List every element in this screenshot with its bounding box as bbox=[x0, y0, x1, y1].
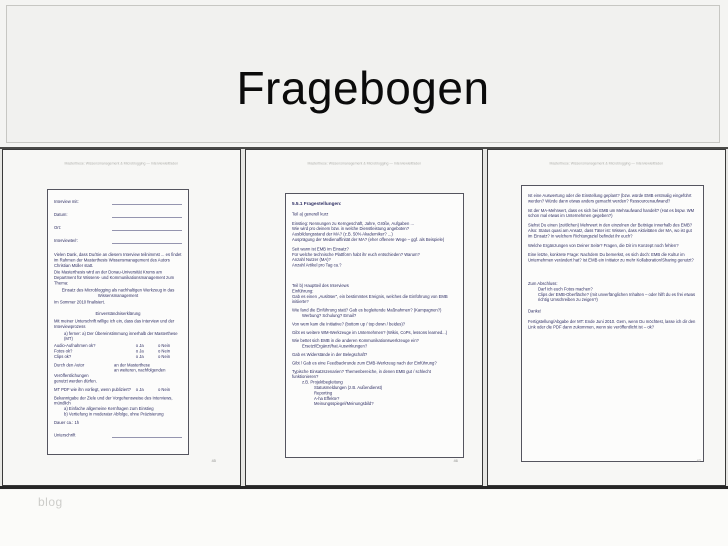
running-header: Masterthese: Wissensmanagement & Microblogging — Interviewleitfaden bbox=[64, 162, 179, 166]
page-line: Zum Abschluss: bbox=[528, 280, 558, 286]
page-line: Eine letzte, konkrete Frage: Nachdem Du bemerkst, es sich doch: EMB die Kultur im Unternehmen verändert hat? Ist EMB ein Initiator zu mehr Kollaboration/Sharing genutzt? bbox=[528, 252, 695, 263]
field-blank-line bbox=[112, 238, 182, 244]
page-line: Für welche technische Plattform habt ihr euch entschieden? Warum? bbox=[291, 251, 420, 257]
no-option: o Nein bbox=[157, 386, 171, 392]
form-field-row bbox=[54, 430, 182, 438]
page-line: Danke! bbox=[528, 308, 542, 314]
page-line: Einsatz des Microblogging als nachhaltigen Werkzeug in das Wissensmanagement bbox=[61, 287, 175, 298]
page-line: Einführung: bbox=[291, 288, 314, 294]
form-field-row bbox=[54, 236, 182, 244]
page-line: Statusmeldungen (z.B. Außendienst) bbox=[313, 384, 382, 390]
page-line: Fertigstellung/Abgabe der MT: Ende Juni 2010. Gern, wenn Du möchtest, lasse ich dir den Link oder die PDF dann zukommen, wenn sie veröffentlicht ist – ok? bbox=[528, 318, 696, 330]
page-number: 46 bbox=[453, 458, 459, 463]
yes-option: o Ja bbox=[135, 343, 144, 349]
page-line: Gab es einen „Auslöser“, ein bestimmtes Ereignis, welches die Einführung von EMB initiierte? bbox=[291, 293, 448, 305]
field-blank-line bbox=[112, 225, 182, 231]
field-label: Interview mit: bbox=[54, 199, 79, 205]
page-line: Welche Ergänzungen von Deiner Seite? Fragen, die Dir im Konzept noch fehlen? bbox=[528, 242, 679, 248]
page-title: Fragebogen bbox=[236, 62, 490, 114]
page-sheet bbox=[286, 194, 463, 457]
page-line: z.B. Projektbegleitung bbox=[301, 379, 343, 385]
page-line: Meinungsspiegel/Meinungsbild? bbox=[313, 401, 374, 407]
page-line: Einverständniserklärung bbox=[95, 311, 141, 317]
column-text: Durch den Autor bbox=[54, 362, 85, 368]
no-option: o Nein bbox=[157, 343, 171, 349]
question-text: Clips ok? bbox=[54, 353, 72, 359]
page-line: Ist eine Auswertung oder die Einstellung geplant? (bzw. würde EMB erstmalig eingeführt werden? Würde dann etwas anders gemacht werden? Ressourcenaufwand? bbox=[528, 193, 692, 204]
page-line: Ausprägung der Medienaffinität der MA? (eher offenere Wege – ggf. als Beispiele) bbox=[291, 236, 444, 242]
blog-watermark: blog bbox=[38, 495, 63, 509]
page-line: Teil b) Hauptteil des Interviews bbox=[291, 282, 349, 288]
page-line: b) Vertiefung in moderater Abfolge, ohne Präzisierung bbox=[64, 411, 164, 417]
page-line: a) ferner: a) Der Übereinstimmung innerhalb der Masterthese (MT) bbox=[64, 330, 178, 342]
field-blank-line bbox=[112, 199, 182, 205]
column-text: an der Masterthese bbox=[114, 362, 151, 368]
page-line: Reporting bbox=[313, 390, 332, 396]
no-option: o Nein bbox=[157, 348, 171, 354]
page-line: Anzahl Artikel pro Tag ca.? bbox=[291, 262, 342, 268]
page-content-frame bbox=[285, 193, 464, 458]
page-line: Bekanntgabe der Ziele und der Vorgehensweise des Interviews, mündlich bbox=[54, 395, 173, 406]
page-line: Ersetzt/Ergänzt/hat Auswirkungen? bbox=[301, 343, 367, 349]
field-blank-line bbox=[112, 212, 182, 218]
running-header: Masterthese: Wissensmanagement & Microblogging — Interviewleitfaden bbox=[549, 162, 664, 166]
blank-line bbox=[292, 268, 457, 283]
page-line: genutzt werden dürfen. bbox=[54, 378, 97, 384]
column-text: an weiteren, nachfolgenden bbox=[114, 367, 166, 373]
page-line: Veröffentlichungen bbox=[54, 373, 89, 379]
page-line: 5.5.1 Fragestellungen: bbox=[291, 200, 342, 206]
page-line: Dauer ca.: 1h bbox=[54, 419, 80, 425]
page-line: Ist der MA-Mehrwert, dass es sich bei EMB um Mehraufwand handelt? (Hat es bspw. WM schon mal etwas im Unternehmen gegeben?) bbox=[528, 207, 695, 219]
page-line: Clips der EMB-Oberfläche? (mit unverfänglichen Inhalten – oder hilft du es frei etwas richtig Umschreiben zu zeigen?) bbox=[538, 291, 696, 303]
yes-no-row bbox=[54, 387, 182, 392]
page-line: Teil a) generell kurz bbox=[291, 211, 328, 217]
page-line: Mit meiner Unterschrift willige ich ein, dass das Interview und der Interviewprozess bbox=[54, 318, 175, 329]
page-line: Die Masterthesis wird an der Donau-Universität Krems am Department für Wissens- und Kommunikationsmanagement zum Thema: bbox=[54, 269, 175, 286]
field-label: Unterschrift bbox=[54, 432, 76, 438]
page-line: Von wem kam die Initiative? (bottom up / top down / beides)? bbox=[291, 321, 405, 327]
page-line: A-ha Effekte? bbox=[313, 395, 339, 401]
page-line: Gab es Widerstände in der Belegschaft? bbox=[291, 351, 367, 357]
page-content-frame bbox=[47, 189, 189, 455]
form-field-row bbox=[54, 197, 182, 205]
blank-line bbox=[528, 263, 697, 281]
field-label: Datum: bbox=[54, 212, 68, 218]
page-thumbnail-2[interactable] bbox=[245, 149, 484, 486]
page-line: Gibt / Gab es eine Feedbackrunde zum EMB-Werkzeug nach der Einführung? bbox=[291, 360, 437, 366]
yes-no-row bbox=[54, 354, 182, 359]
page-thumbnail-3[interactable] bbox=[487, 149, 726, 486]
page-content-frame bbox=[521, 185, 704, 462]
question-text: Audio-Aufnahmen ok? bbox=[54, 343, 96, 349]
no-option: o Nein bbox=[157, 353, 171, 359]
page-line: Im Sommer 2010 finalisiert. bbox=[54, 299, 105, 305]
page-line: Wie wird pro deinem bzw. in welche Dienstleistung angeboten? bbox=[291, 226, 409, 232]
page-thumbnail-1[interactable] bbox=[2, 149, 241, 486]
page-line: Wie bettet sich EMB in die anderen Kommunikationswerkzeuge ein? bbox=[291, 338, 419, 344]
page-line: Ausbildungsstand der MA? (z.B. 50% Akademiker? ...) bbox=[291, 231, 393, 237]
yes-option: o Ja bbox=[135, 353, 144, 359]
page-line: Werbung? Schulung? Email? bbox=[301, 312, 356, 318]
page-sheet bbox=[522, 186, 703, 461]
field-label: Interviewte/r: bbox=[54, 238, 78, 244]
running-header: Masterthese: Wissensmanagement & Microblogging — Interviewleitfaden bbox=[307, 162, 421, 166]
document-preview-strip bbox=[0, 147, 728, 489]
page-sheet bbox=[48, 190, 188, 454]
form-field-row bbox=[54, 210, 182, 218]
page-line: Seit wann ist EMB im Einsatz? bbox=[291, 246, 349, 252]
footer-area bbox=[0, 490, 728, 546]
question-text: Fotos ok? bbox=[54, 348, 73, 354]
question-text: MT PDF wie ihn vorliegt, wenn publiziert? bbox=[54, 386, 131, 392]
page-line: Typische Einsatzszenarien? Themenbereiche, in denen EMB gut / schlecht funktionieren? bbox=[291, 368, 431, 380]
title-box bbox=[6, 5, 720, 143]
field-blank-line bbox=[112, 432, 182, 438]
yes-option: o Ja bbox=[135, 386, 144, 392]
page-line: Anzahl Nutzer (MA)? bbox=[291, 257, 331, 263]
form-field-row bbox=[54, 223, 182, 231]
page-number: 47 bbox=[696, 458, 702, 463]
page-line: a) Einfache allgemeine Kernfragen zum Einstieg bbox=[64, 406, 154, 412]
page-line: Darf ich euch Fotos machen? bbox=[538, 286, 594, 292]
field-label: Ort: bbox=[54, 225, 61, 231]
page-number: 45 bbox=[211, 458, 216, 463]
page-line: Vielen Dank, dass Du/Sie an diesem Interview teilnimmst ... es findet im Rahmen der Masterthesis Wissensmanagement des Autors Christian Müller statt. bbox=[54, 252, 182, 268]
yes-option: o Ja bbox=[135, 348, 144, 354]
page-line: Wie fand die Einführung statt? Gab es begleitende Maßnahmen? (Kampagnen?) bbox=[291, 307, 442, 313]
page-line: Siehst Du einen (zeitlichen) Mehrwert in den einzelnen der Beiträge innerhalb des EMB? Also: Status quasi am Ansatz, dass Täter ist: Wissen, dass Aktivitäten der MA, wo ist gut im Einsatz? In welchem Richtungsziel befindet ihr euch? bbox=[528, 222, 693, 239]
page-line: Einstieg: Nennungen zu Kerngeschäft, Jahre, Größe, Aufgaben ... bbox=[291, 220, 414, 226]
page-line: Gibt es weitere WM-Werkzeuge im Unternehmen? (Wikis, CoPs, lessons learned...) bbox=[291, 329, 447, 335]
